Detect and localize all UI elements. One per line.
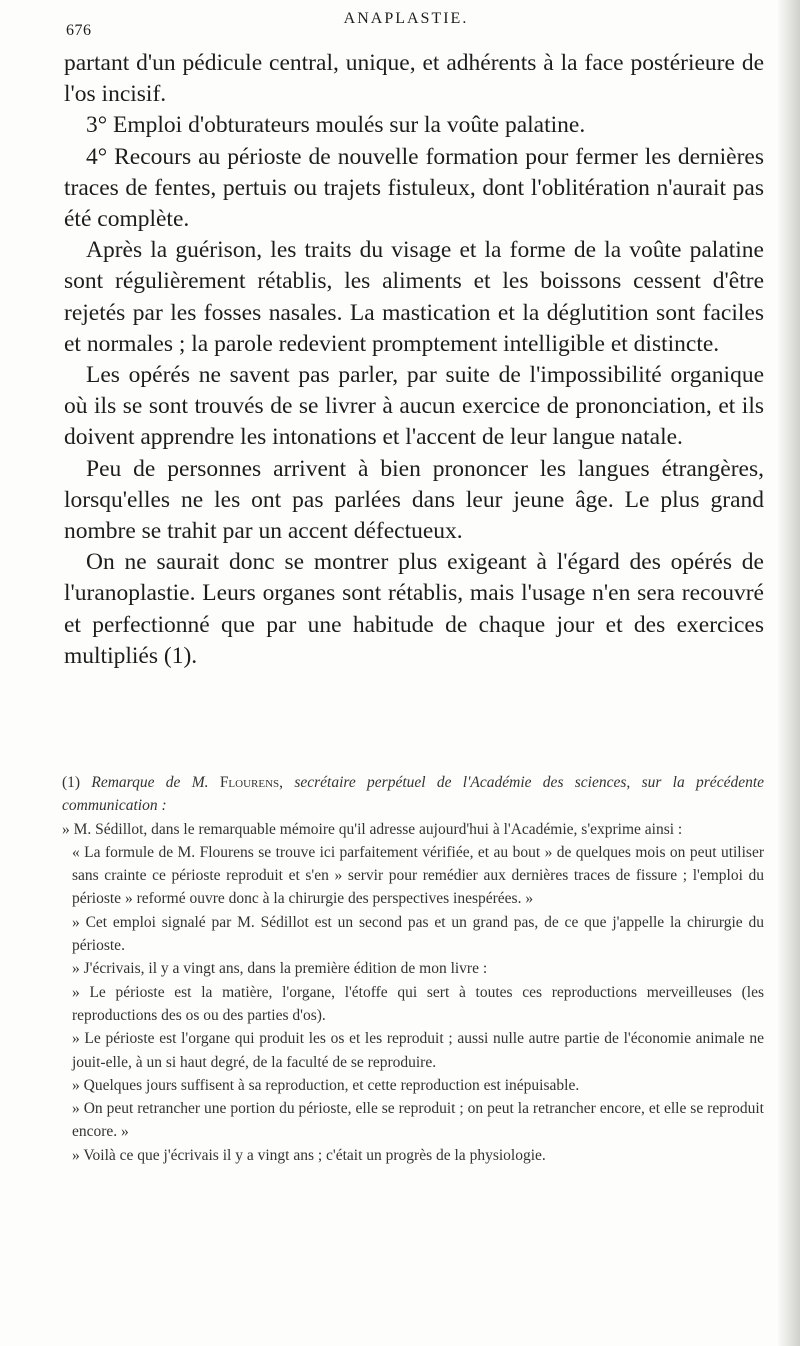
paragraph: Après la guérison, les traits du visage et la forme de la voûte palatine sont régulièrement rétablis, les aliments et les boissons cessent d'être rejetés par les fosses nasales. La mastication et la déglutition sont faciles et normales ; la parole redevient promptement intelligible et distincte. (64, 237, 764, 357)
main-text (64, 48, 764, 672)
footnote-quote: » Voilà ce que j'écrivais il y a vingt ans ; c'était un progrès de la physiologie. (72, 1146, 546, 1164)
footnote-label: Remarque de M. (91, 774, 209, 791)
paragraph: 4° Recours au périoste de nouvelle formation pour fermer les dernières traces de fentes, pertuis ou trajets fistuleux, dont l'oblitération n'aurait pas été complète. (64, 143, 764, 233)
footnote-quote: » J'écrivais, il y a vingt ans, dans la première édition de mon livre : (72, 960, 488, 978)
footnote-quote: » On peut retrancher une portion du périoste, elle se reproduit ; on peut la retrancher encore, et elle se reproduit encore. » (72, 1100, 764, 1141)
footnote-marker: (1) (62, 774, 81, 791)
paragraph: partant d'un pédicule central, unique, et adhérents à la face postérieure de l'os incisif. (64, 50, 764, 108)
page-spine-shadow (778, 0, 800, 1346)
paragraph: Les opérés ne savent pas parler, par suite de l'impossibilité organique où ils se sont trouvés de se livrer à aucun exercice de prononciation, et ils doivent apprendre les intonations et l'accent de leur langue natale. (64, 362, 764, 451)
footnote-heading (62, 771, 764, 818)
paragraph: Peu de personnes arrivent à bien prononcer les langues étrangères, lorsqu'elles ne les ont pas parlées dans leur jeune âge. Le plus grand nombre se trahit par un accent défectueux. (64, 455, 764, 545)
page-header (66, 10, 766, 46)
footnote-intro: » M. Sédillot, dans le remarquable mémoire qu'il adresse aujourd'hui à l'Académie, s'exprime ainsi : (62, 820, 683, 838)
footnote-label-rest: secrétaire perpétuel de l'Académie des sciences, sur la précédente communication : (62, 774, 765, 815)
footnote (62, 771, 764, 1167)
footnote-quote: « La formule de M. Flourens se trouve ici parfaitement vérifiée, et au bout » de quelques mois on peut utiliser sans crainte ce périoste reproduit et s'en » servir pour remédier aux dernières traces de fissure ; l'emploi du périoste » reformé ouvre donc à la chirurgie des perspectives inespérées. » (72, 843, 764, 908)
running-title: ANAPLASTIE. (343, 10, 469, 27)
footnote-author: Flourens, (219, 774, 284, 791)
footnote-quote: » Quelques jours suffisent à sa reproduction, et cette reproduction est inépuisable. (72, 1076, 580, 1094)
footnote-quote: » Cet emploi signalé par M. Sédillot est un second pas et un grand pas, de ce que j'appelle la chirurgie du périoste. (72, 913, 764, 955)
footnote-quote: » Le périoste est l'organe qui produit les os et les reproduit ; aussi nulle autre partie de l'économie animale ne jouit-elle, à un si haut degré, de la faculté de se reproduire. (72, 1030, 764, 1071)
footnote-quote: » Le périoste est la matière, l'organe, l'étoffe qui sert à toutes ces reproductions merveilleuses (les reproductions des os ou des parties d'os). (72, 983, 764, 1024)
paragraph: On ne saurait donc se montrer plus exigeant à l'égard des opérés de l'uranoplastie. Leurs organes sont rétablis, mais l'usage n'en sera recouvré et perfectionné que par une habitude de chaque jour et des exercices multipliés (1). (64, 549, 764, 669)
paragraph: 3° Emploi d'obturateurs moulés sur la voûte palatine. (86, 112, 586, 139)
page-number: 676 (66, 22, 92, 39)
